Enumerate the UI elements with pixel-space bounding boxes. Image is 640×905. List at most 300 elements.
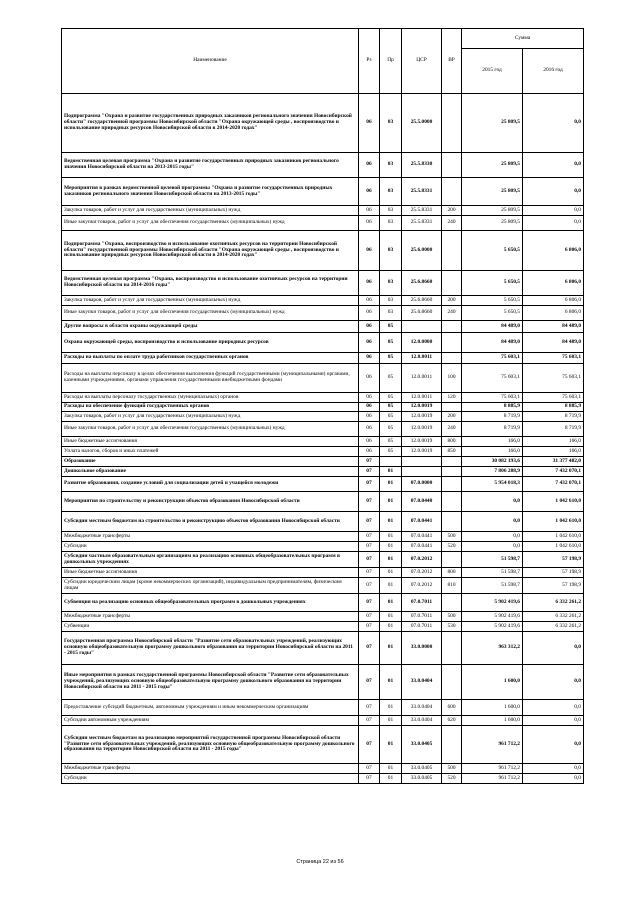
cell-rz: 07 — [359, 622, 380, 632]
cell-vr — [442, 665, 462, 700]
cell-v2016: 0,0 — [523, 206, 584, 216]
cell-vr: 500 — [442, 612, 462, 622]
table-row — [62, 594, 584, 612]
cell-v2016: 7 432 070,1 — [523, 477, 584, 492]
cell-v2015: 75 603,1 — [462, 393, 523, 403]
cell-v2016: 57 198,9 — [523, 552, 584, 568]
table-row — [62, 700, 584, 716]
cell-name: Закупка товаров, работ и услуг для государственных (муниципальных) нужд — [62, 206, 359, 216]
cell-v2015: 166,0 — [462, 437, 523, 447]
page-number: Страница 22 из 56 — [296, 859, 344, 865]
table-row — [62, 321, 584, 333]
cell-v2015: 166,0 — [462, 447, 523, 457]
cell-csr: 12.0.0011 — [402, 393, 442, 403]
cell-csr: 07.0.0441 — [402, 532, 442, 542]
cell-pr: 01 — [380, 532, 402, 542]
cell-rz: 07 — [359, 726, 380, 764]
cell-rz: 07 — [359, 716, 380, 726]
cell-vr — [442, 271, 462, 296]
cell-csr: 33.0.0405 — [402, 774, 442, 784]
cell-v2015: 7 806 288,9 — [462, 467, 523, 477]
cell-v2016: 75 603,1 — [523, 364, 584, 393]
cell-v2015: 5 902 419,6 — [462, 594, 523, 612]
cell-vr: 600 — [442, 700, 462, 716]
cell-rz: 07 — [359, 568, 380, 578]
table-row — [62, 393, 584, 403]
cell-rz: 06 — [359, 271, 380, 296]
table-row — [62, 271, 584, 296]
cell-rz: 07 — [359, 492, 380, 512]
cell-v2015: 5 650,5 — [462, 306, 523, 321]
table-row — [62, 492, 584, 512]
cell-pr: 01 — [380, 552, 402, 568]
cell-v2015: 75 603,1 — [462, 353, 523, 364]
cell-csr: 12.0.0019 — [402, 437, 442, 447]
cell-name: Расходы на выплаты персоналу государственных (муниципальных) органов — [62, 393, 359, 403]
cell-vr: 200 — [442, 296, 462, 306]
cell-vr — [442, 333, 462, 353]
cell-vr — [442, 321, 462, 333]
cell-csr: 07.0.2012 — [402, 568, 442, 578]
cell-v2015: 5 902 419,6 — [462, 622, 523, 632]
cell-v2015: 961 712,2 — [462, 764, 523, 774]
cell-pr: 01 — [380, 594, 402, 612]
header-rz: Рз — [359, 29, 380, 94]
table-row — [62, 716, 584, 726]
cell-name: Уплата налогов, сборов и иных платежей — [62, 447, 359, 457]
table-row — [62, 353, 584, 364]
cell-pr: 03 — [380, 206, 402, 216]
cell-v2015: 25 809,5 — [462, 216, 523, 231]
cell-csr: 25.6.0000 — [402, 231, 442, 271]
cell-vr: 800 — [442, 568, 462, 578]
cell-vr: 240 — [442, 306, 462, 321]
cell-csr: 07.0.0440 — [402, 492, 442, 512]
cell-v2015: 8 719,9 — [462, 412, 523, 422]
table-row — [62, 568, 584, 578]
cell-rz: 06 — [359, 403, 380, 412]
cell-rz: 06 — [359, 393, 380, 403]
cell-vr: 530 — [442, 622, 462, 632]
cell-v2016: 84 489,0 — [523, 321, 584, 333]
table-row — [62, 532, 584, 542]
cell-v2015: 1 600,0 — [462, 665, 523, 700]
cell-vr: 520 — [442, 542, 462, 552]
cell-vr — [442, 492, 462, 512]
cell-csr: 07.0.0441 — [402, 542, 442, 552]
cell-vr — [442, 594, 462, 612]
cell-v2016: 6 806,0 — [523, 231, 584, 271]
cell-v2015: 0,0 — [462, 512, 523, 532]
cell-rz: 07 — [359, 578, 380, 594]
cell-v2016: 57 198,9 — [523, 578, 584, 594]
cell-rz: 06 — [359, 447, 380, 457]
cell-pr: 03 — [380, 178, 402, 206]
cell-v2016: 6 806,0 — [523, 296, 584, 306]
cell-v2016: 75 603,1 — [523, 393, 584, 403]
cell-vr: 100 — [442, 364, 462, 393]
cell-vr: 500 — [442, 532, 462, 542]
table-row — [62, 306, 584, 321]
cell-v2016: 0,0 — [523, 726, 584, 764]
cell-pr: 01 — [380, 764, 402, 774]
table-row — [62, 412, 584, 422]
cell-name: Субсидии — [62, 774, 359, 784]
cell-name: Другие вопросы в области охраны окружающей среды — [62, 321, 359, 333]
cell-pr: 01 — [380, 622, 402, 632]
cell-v2015: 84 489,0 — [462, 333, 523, 353]
cell-name: Субсидии местным бюджетам на строительство и реконструкцию объектов образования Новосибирской области — [62, 512, 359, 532]
cell-v2015: 8 719,9 — [462, 422, 523, 437]
header-pr: Пр — [380, 29, 402, 94]
table-row — [62, 467, 584, 477]
cell-v2015: 25 809,5 — [462, 206, 523, 216]
cell-name: Развитие образования, создание условий для социализации детей и учащейся молодежи — [62, 477, 359, 492]
table-row — [62, 578, 584, 594]
cell-vr — [442, 353, 462, 364]
cell-name: Межбюджетные трансферты — [62, 612, 359, 622]
cell-csr: 25.5.0000 — [402, 94, 442, 153]
cell-vr: 850 — [442, 447, 462, 457]
cell-v2015: 84 489,0 — [462, 321, 523, 333]
cell-vr — [442, 552, 462, 568]
cell-rz: 07 — [359, 594, 380, 612]
cell-vr: 120 — [442, 393, 462, 403]
cell-v2015: 75 603,1 — [462, 364, 523, 393]
cell-name: Закупка товаров, работ и услуг для государственных (муниципальных) нужд — [62, 412, 359, 422]
cell-v2016: 1 042 610,0 — [523, 492, 584, 512]
cell-v2016: 0,0 — [523, 700, 584, 716]
cell-rz: 07 — [359, 467, 380, 477]
table-row — [62, 622, 584, 632]
cell-name: Закупка товаров, работ и услуг для государственных (муниципальных) нужд — [62, 296, 359, 306]
cell-name: Расходы на выплаты по оплате труда работников государственных органов — [62, 353, 359, 364]
cell-v2016: 6 332 261,2 — [523, 622, 584, 632]
cell-name: Предоставление субсидий бюджетным, автономным учреждениям и иным некоммерческим организациям — [62, 700, 359, 716]
cell-csr: 07.0.2012 — [402, 552, 442, 568]
cell-pr: 05 — [380, 422, 402, 437]
cell-v2016: 6 332 261,2 — [523, 594, 584, 612]
table-row — [62, 364, 584, 393]
cell-v2015: 5 650,5 — [462, 271, 523, 296]
table-row — [62, 477, 584, 492]
cell-vr: 620 — [442, 716, 462, 726]
cell-pr: 01 — [380, 477, 402, 492]
cell-name: Мероприятия по строительству и реконструкции объектов образования Новосибирской области — [62, 492, 359, 512]
cell-pr: 03 — [380, 296, 402, 306]
table-row — [62, 457, 584, 467]
cell-pr: 01 — [380, 632, 402, 665]
cell-csr: 33.0.0405 — [402, 764, 442, 774]
cell-name: Иные закупки товаров, работ и услуг для обеспечения государственных (муниципальных) нужд — [62, 422, 359, 437]
header-csr: ЦСР — [402, 29, 442, 94]
cell-name: Субсидии юридическим лицам (кроме некоммерческих организаций), индивидуальным предпринимателям, физическим лицам — [62, 578, 359, 594]
cell-vr: 200 — [442, 412, 462, 422]
cell-pr: 01 — [380, 542, 402, 552]
cell-csr: 25.6.8660 — [402, 306, 442, 321]
header-sum: Сумма — [462, 29, 584, 49]
cell-rz: 06 — [359, 231, 380, 271]
cell-v2016: 0,0 — [523, 153, 584, 178]
cell-v2015: 1 600,0 — [462, 700, 523, 716]
cell-vr — [442, 457, 462, 467]
cell-pr: 01 — [380, 467, 402, 477]
cell-pr: 03 — [380, 231, 402, 271]
header-vr: ВР — [442, 29, 462, 94]
cell-vr: 500 — [442, 764, 462, 774]
cell-rz: 07 — [359, 764, 380, 774]
cell-v2015: 5 902 419,6 — [462, 612, 523, 622]
table-row — [62, 296, 584, 306]
cell-rz: 07 — [359, 552, 380, 568]
cell-csr: 33.0.0000 — [402, 632, 442, 665]
cell-rz: 06 — [359, 206, 380, 216]
cell-name: Субсидии автономным учреждениям — [62, 716, 359, 726]
cell-vr — [442, 467, 462, 477]
cell-vr: 810 — [442, 578, 462, 594]
cell-csr: 07.0.0441 — [402, 512, 442, 532]
cell-pr — [380, 457, 402, 467]
cell-v2015: 25 809,5 — [462, 153, 523, 178]
cell-csr: 33.0.0404 — [402, 716, 442, 726]
cell-rz: 07 — [359, 477, 380, 492]
cell-vr: 800 — [442, 437, 462, 447]
cell-v2016: 0,0 — [523, 764, 584, 774]
cell-pr: 03 — [380, 153, 402, 178]
cell-v2015: 0,0 — [462, 532, 523, 542]
cell-pr: 01 — [380, 726, 402, 764]
cell-v2015: 961 712,2 — [462, 774, 523, 784]
cell-csr: 12.0.0011 — [402, 353, 442, 364]
cell-v2016: 0,0 — [523, 632, 584, 665]
cell-name: Мероприятия в рамках ведомственной целевой программы "Охрана и развитие государственных природных заказников регионального значения Новосибирской области на 2013-2015 годы" — [62, 178, 359, 206]
cell-pr: 01 — [380, 568, 402, 578]
cell-rz: 07 — [359, 512, 380, 532]
cell-v2016: 57 198,9 — [523, 568, 584, 578]
cell-v2016: 0,0 — [523, 216, 584, 231]
cell-v2015: 0,0 — [462, 542, 523, 552]
cell-name: Иные закупки товаров, работ и услуг для обеспечения государственных (муниципальных) нужд — [62, 306, 359, 321]
cell-rz: 06 — [359, 364, 380, 393]
table-row — [62, 632, 584, 665]
cell-pr: 05 — [380, 333, 402, 353]
table-row — [62, 403, 584, 412]
cell-csr: 25.5.8331 — [402, 178, 442, 206]
table-row — [62, 552, 584, 568]
cell-csr: 25.5.8331 — [402, 216, 442, 231]
cell-pr: 05 — [380, 447, 402, 457]
cell-csr: 07.0.0000 — [402, 477, 442, 492]
table-row — [62, 231, 584, 271]
cell-rz: 07 — [359, 612, 380, 622]
table-row — [62, 422, 584, 437]
cell-v2016: 8 885,9 — [523, 403, 584, 412]
cell-pr: 01 — [380, 716, 402, 726]
cell-v2016: 6 332 261,2 — [523, 612, 584, 622]
cell-name: Образование — [62, 457, 359, 467]
cell-v2016: 1 042 610,0 — [523, 512, 584, 532]
table-row — [62, 665, 584, 700]
cell-v2016: 84 489,0 — [523, 333, 584, 353]
table-row — [62, 206, 584, 216]
cell-csr: 07.0.2012 — [402, 578, 442, 594]
cell-v2016: 8 719,9 — [523, 412, 584, 422]
table-row — [62, 153, 584, 178]
cell-csr: 25.6.8660 — [402, 271, 442, 296]
cell-v2015: 963 312,2 — [462, 632, 523, 665]
table-body — [62, 94, 584, 784]
cell-name: Ведомственная целевая программа "Охрана, воспроизводство и использование охотничьих ресурсов на территории Новосибирской области на 2014-2016 годы" — [62, 271, 359, 296]
cell-rz: 06 — [359, 178, 380, 206]
cell-v2016: 7 432 070,1 — [523, 467, 584, 477]
table-row — [62, 512, 584, 532]
cell-v2015: 0,0 — [462, 492, 523, 512]
cell-csr: 12.0.0011 — [402, 364, 442, 393]
cell-name: Субвенция на реализацию основных общеобразовательных программ в дошкольных учреждениях — [62, 594, 359, 612]
cell-v2015: 51 598,7 — [462, 578, 523, 594]
cell-rz: 07 — [359, 532, 380, 542]
cell-vr — [442, 231, 462, 271]
cell-csr: 33.0.0405 — [402, 726, 442, 764]
cell-v2015: 8 885,9 — [462, 403, 523, 412]
cell-pr: 01 — [380, 665, 402, 700]
cell-name: Расходы на обеспечение функций государственных органов — [62, 403, 359, 412]
cell-v2015: 961 712,2 — [462, 726, 523, 764]
cell-v2015: 5 954 018,3 — [462, 477, 523, 492]
cell-name: Иные закупки товаров, работ и услуг для обеспечения государственных (муниципальных) нужд — [62, 216, 359, 231]
cell-name: Субсидии местным бюджетам на реализацию мероприятий государственной программы Новосибирской области "Развитие сети образовательных учреждений, реализующих основную общеобразовательную программу дошкольного образования на территории Новосибирской области на 2011 - 2015 годы" — [62, 726, 359, 764]
table-row — [62, 726, 584, 764]
cell-csr: 33.0.0404 — [402, 665, 442, 700]
table-row — [62, 178, 584, 206]
cell-v2016: 0,0 — [523, 665, 584, 700]
cell-pr: 05 — [380, 393, 402, 403]
cell-v2016: 6 806,0 — [523, 306, 584, 321]
header-year-2015: 2015 год — [462, 49, 523, 94]
cell-v2016: 166,0 — [523, 437, 584, 447]
cell-vr — [442, 726, 462, 764]
cell-name: Подпрограмма "Охрана и развитие государственных природных заказников регионального значения Новосибирской области" государственной программы Новосибирской области "Охрана окружающей среды , воспроизводство и использование природных ресурсов Новосибирской области в 2014-2020 годах" — [62, 94, 359, 153]
cell-csr: 07.0.7011 — [402, 622, 442, 632]
cell-name: Субсидии частным образовательным организациям на реализацию основных общеобразовательных программ в дошкольных учреждениях — [62, 552, 359, 568]
cell-vr — [442, 403, 462, 412]
cell-vr: 240 — [442, 422, 462, 437]
cell-vr: 200 — [442, 206, 462, 216]
cell-v2016: 0,0 — [523, 774, 584, 784]
cell-csr: 25.5.8331 — [402, 206, 442, 216]
cell-name: Иные бюджетные ассигнования — [62, 437, 359, 447]
cell-pr: 05 — [380, 403, 402, 412]
cell-name: Государственная программа Новосибирской области "Развитие сети образовательных учреждений, реализующих основную общеобразовательную программу дошкольного образования на территории Новосибирской области на 2011 - 2015 годы" — [62, 632, 359, 665]
cell-vr — [442, 94, 462, 153]
cell-name: Субвенции — [62, 622, 359, 632]
cell-name: Иные мероприятия в рамках государственной программы Новосибирской области "Развитие сети образовательных учреждений, реализующих основную общеобразовательную программу дошкольного образования на территории Новосибирской области на 2011 - 2015 годы" — [62, 665, 359, 700]
cell-rz: 07 — [359, 700, 380, 716]
budget-table — [61, 28, 584, 784]
cell-csr: 25.6.8660 — [402, 296, 442, 306]
cell-rz: 06 — [359, 353, 380, 364]
cell-rz: 06 — [359, 321, 380, 333]
cell-csr — [402, 467, 442, 477]
cell-rz: 06 — [359, 333, 380, 353]
cell-v2016: 75 603,1 — [523, 353, 584, 364]
cell-pr: 01 — [380, 700, 402, 716]
cell-rz: 06 — [359, 216, 380, 231]
table-row — [62, 764, 584, 774]
cell-vr: 240 — [442, 216, 462, 231]
cell-csr: 07.0.7011 — [402, 594, 442, 612]
header-name: Наименование — [62, 29, 359, 94]
cell-name: Межбюджетные трансферты — [62, 764, 359, 774]
cell-v2015: 25 809,5 — [462, 178, 523, 206]
cell-csr: 12.0.0019 — [402, 447, 442, 457]
cell-pr: 01 — [380, 612, 402, 622]
cell-pr: 05 — [380, 353, 402, 364]
cell-rz: 07 — [359, 665, 380, 700]
cell-v2016: 0,0 — [523, 94, 584, 153]
cell-v2016: 1 042 610,0 — [523, 542, 584, 552]
cell-v2016: 0,0 — [523, 716, 584, 726]
cell-v2015: 51 598,7 — [462, 568, 523, 578]
cell-v2016: 31 377 482,0 — [523, 457, 584, 467]
cell-rz: 07 — [359, 632, 380, 665]
cell-csr — [402, 457, 442, 467]
cell-csr: 25.5.8330 — [402, 153, 442, 178]
cell-name: Ведомственная целевая программа "Охрана и развитие государственных природных заказников регионального значения Новосибирской области на 2013-2015 годы" — [62, 153, 359, 178]
cell-v2016: 0,0 — [523, 178, 584, 206]
cell-rz: 06 — [359, 94, 380, 153]
cell-v2016: 8 719,9 — [523, 422, 584, 437]
cell-v2015: 25 809,5 — [462, 94, 523, 153]
cell-csr: 12.0.0000 — [402, 333, 442, 353]
cell-csr: 33.0.0404 — [402, 700, 442, 716]
cell-rz: 06 — [359, 153, 380, 178]
table-row — [62, 437, 584, 447]
table-row — [62, 94, 584, 153]
cell-rz: 07 — [359, 457, 380, 467]
cell-rz: 07 — [359, 774, 380, 784]
cell-vr: 520 — [442, 774, 462, 784]
cell-pr: 01 — [380, 512, 402, 532]
table-row — [62, 774, 584, 784]
table-row — [62, 333, 584, 353]
cell-csr: 12.0.0019 — [402, 412, 442, 422]
cell-vr — [442, 153, 462, 178]
cell-vr — [442, 512, 462, 532]
cell-vr — [442, 632, 462, 665]
cell-v2015: 51 598,7 — [462, 552, 523, 568]
cell-name: Охрана окружающей среды, воспроизводство и использование природных ресурсов — [62, 333, 359, 353]
table-row — [62, 612, 584, 622]
cell-v2015: 5 650,5 — [462, 296, 523, 306]
table-row — [62, 542, 584, 552]
cell-pr: 01 — [380, 578, 402, 594]
cell-pr: 01 — [380, 774, 402, 784]
cell-name: Подпрограмма "Охрана, воспроизводство и использование охотничьих ресурсов на территории Новосибирской области" государственной программы Новосибирской области "Охрана окружающей среды , воспроизводство и использование природных ресурсов Новосибирской области в 2014-2020 годах" — [62, 231, 359, 271]
cell-vr — [442, 178, 462, 206]
cell-v2015: 1 600,0 — [462, 716, 523, 726]
cell-name: Иные бюджетные ассигнования — [62, 568, 359, 578]
cell-rz: 07 — [359, 542, 380, 552]
cell-vr — [442, 477, 462, 492]
cell-name: Расходы на выплаты персоналу в целях обеспечения выполнения функций государственными (муниципальными) органами, казенными учреждениями, органами управления государственными внебюджетными фондами — [62, 364, 359, 393]
cell-pr: 03 — [380, 216, 402, 231]
cell-name: Дошкольное образование — [62, 467, 359, 477]
header-year-2016: 2016 год — [523, 49, 584, 94]
cell-name: Межбюджетные трансферты — [62, 532, 359, 542]
cell-pr: 05 — [380, 321, 402, 333]
cell-rz: 06 — [359, 437, 380, 447]
